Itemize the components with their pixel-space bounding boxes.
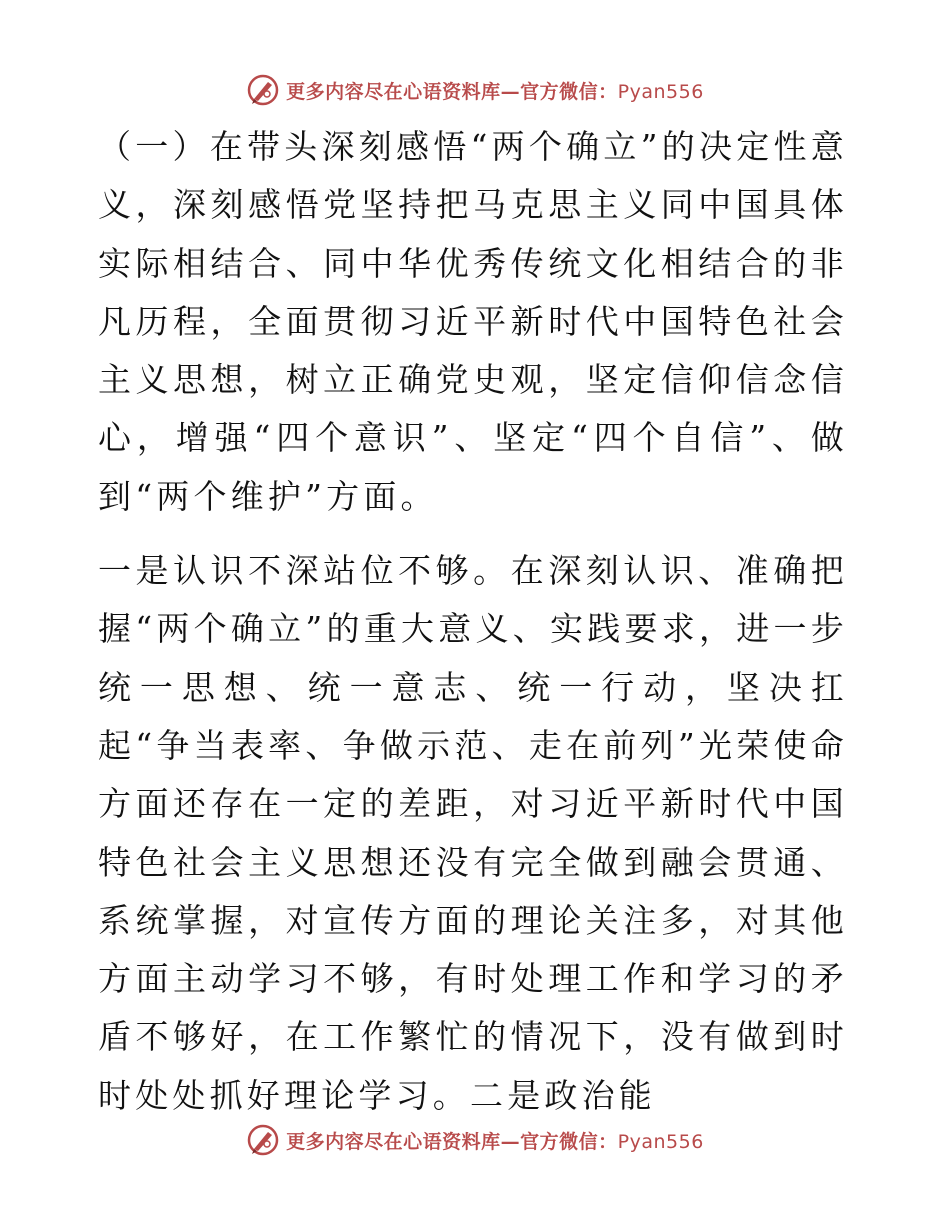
header-banner [0,70,950,110]
header-banner-text: 更多内容尽在心语资料库—官方微信：Pyan556 [286,80,704,103]
footer-banner-text: 更多内容尽在心语资料库—官方微信：Pyan556 [286,1130,704,1153]
document-body [98,118,848,1125]
pen-logo-icon [246,1123,280,1157]
pen-logo-icon [246,73,280,107]
paragraph-section-heading: （一）在带头深刻感悟“两个确立”的决定性意义，深刻感悟党坚持把马克思主义同中国具体实际相结合、同中华优秀传统文化相结合的非凡历程，全面贯彻习近平新时代中国特色社会主义思想，树立正确党史观，坚定信仰信念信心，增强“四个意识”、坚定“四个自信”、做到“两个维护”方面。 [98,127,848,516]
paragraph-body: 一是认识不深站位不够。在深刻认识、准确把握“两个确立”的重大意义、实践要求，进一步统一思想、统一意志、统一行动，坚决扛起“争当表率、争做示范、走在前列”光荣使命方面还存在一定的差距，对习近平新时代中国特色社会主义思想还没有完全做到融会贯通、系统掌握，对宣传方面的理论关注多，对其他方面主动学习不够，有时处理工作和学习的矛盾不够好，在工作繁忙的情况下，没有做到时时处处抓好理论学习。二是政治能 [98,551,848,1115]
footer-banner-handle: Pyan556 [617,1130,704,1153]
header-banner-handle: Pyan556 [617,80,704,103]
footer-banner [0,1120,950,1160]
